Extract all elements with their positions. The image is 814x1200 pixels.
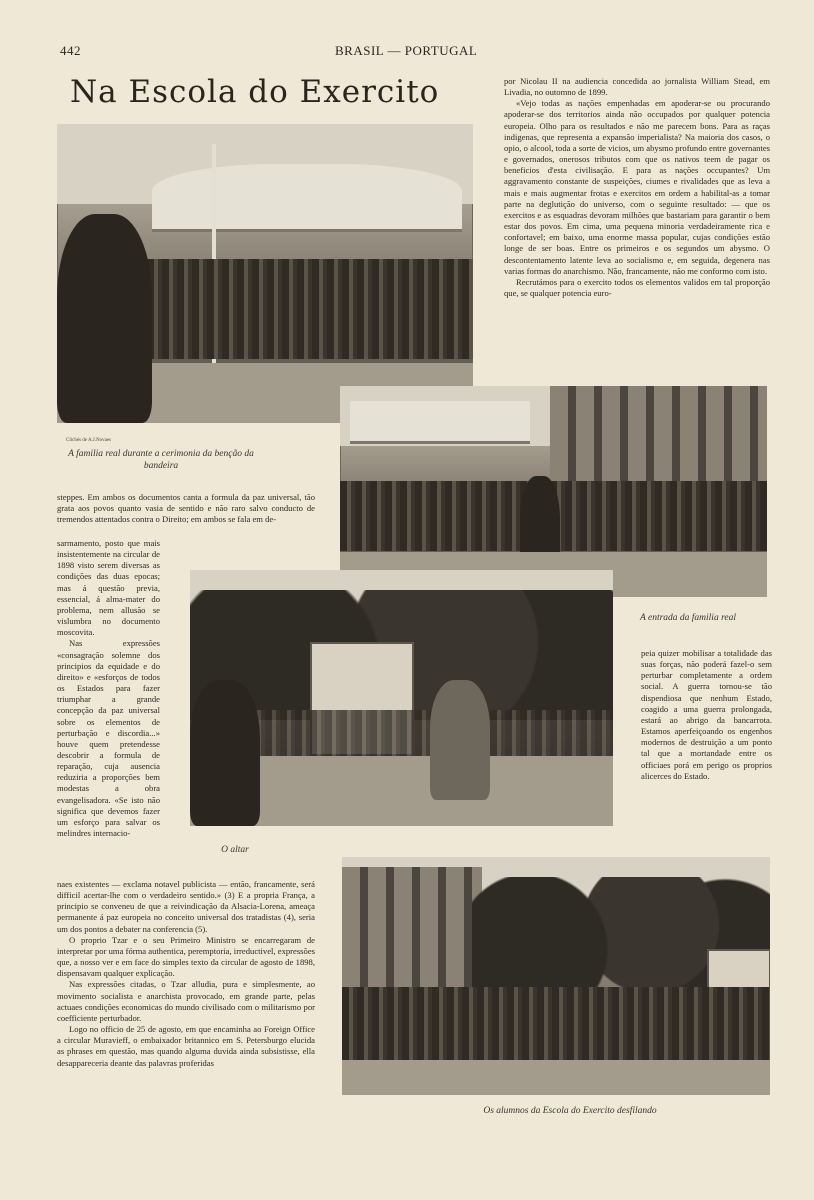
paragraph: Nas expressões citadas, o Tzar alludia, pura e simplesmente, ao movimento socialista e anarchista provocado, em grande parte, pelas actuaes condições economicas do mundo civilisado com o militarismo por coefficiente perturbador. bbox=[57, 979, 315, 1023]
text-left-wide bbox=[57, 492, 315, 525]
photo-entrance bbox=[340, 386, 767, 597]
photo-credit: Clichés de A.J.Novaes bbox=[66, 438, 111, 443]
photo-altar bbox=[190, 570, 613, 826]
students-caption: Os alumnos da Escola do Exercito desfilando bbox=[483, 1106, 657, 1116]
paragraph: naes existentes — exclama notavel publicista — então, francamente, será difficil acertar-lhe com o verdadeiro sentido.» (3) E a propria França, a principio se conveneu de que a reivindicação da Alsacia-Lorena, ameaça permanente á paz europeia no conceito universal dos tratadistas (4), seria um dos pontos a debater na conferencia (5). bbox=[57, 879, 315, 934]
paragraph: O proprio Tzar e o seu Primeiro Ministro se encarregaram de interpretar por uma fórma authentica, peremptoria, irreductivel, expressões que, a nosso ver e em face do simples texto da circular de agosto de 1898, dispensavam qualquer explicação. bbox=[57, 934, 315, 979]
royal-family-caption: A familia real durante a cerimonia da benção da bandeira bbox=[68, 449, 254, 471]
photo-students-parade bbox=[342, 857, 770, 1095]
altar-caption: O altar bbox=[221, 845, 249, 855]
running-head: BRASIL — PORTUGAL bbox=[335, 43, 478, 58]
text-column-right-top bbox=[504, 76, 770, 299]
photo-royal-family bbox=[57, 124, 473, 423]
entrance-caption: A entrada da familia real bbox=[639, 613, 737, 623]
text-left-bottom bbox=[57, 879, 315, 1069]
paragraph: por Nicolau II na audiencia concedida ao jornalista William Stead, em Livadia, no outomno de 1899. bbox=[504, 76, 770, 98]
paragraph: «Vejo todas as nações empenhadas em apoderar-se ou procurando apoderar-se dos territorios ainda não occupados por qualquer potencia europeia. Olho para os resultados e não me parecem bons. Para as raças indigenas, que representa a expansão imperialista? Na maioria dos casos, o opio, o alcool, toda a sorte de vicios, um abysmo profundo entre governantes e governados, onerosos tributos com que os nativos teem de pagar os beneficios d'esta civilisação. E para as nações occupantes? Um aggravamento constante de suspeições, ciumes e rivalidades que as leva a mais e mais augmentar frotas e exercitos em ordem a habilital-as a tomar parte na deglutição do universo, com o seguinte resultado: — que os exercitos e as esquadras devoram milhões que bastariam para garantir o bem estar dos povos. Em cima, uma pequena minoria verdadeiramente rica e confortavel; em baixo, uma enorme massa popular, cujas condições estão longe de ser boas. Entre os primeiros e os segundos um abysmo. O descontentamento latente leva ao socialismo e, em seguida, degenera nas varias formas do anarchismo. Não, francamente, não me conformo com isto. bbox=[504, 98, 770, 276]
paragraph: sarmamento, posto que mais insistentemente na circular de 1898 visto serem diversas as condições das duas epocas; mas á questão previa, essencial, á alma-mater do problema, nem allusão se vislumbra no documento moscovita. bbox=[57, 538, 160, 638]
text-right-mid bbox=[641, 648, 772, 782]
text-left-narrow bbox=[57, 538, 160, 839]
paragraph: peia quizer mobilisar a totalidade das suas forças, não poderá fazel-o sem perturbar completamente a ordem social. A guerra tornou-se tão dispendiosa que nenhum Estado, coagido a uma guerra prolongada, estará ao abrigo da bancarrota. Estamos aperfeiçoando os engenhos modernos de destruição a um ponto tal que a mortandade entre os officiaes porá em perigo os proprios alicerces do Estado. bbox=[641, 648, 772, 781]
page-number: 442 bbox=[60, 43, 81, 58]
paragraph: Logo no officio de 25 de agosto, em que encaminha ao Foreign Office a circular Muravieff, o embaixador britannico em S. Petersburgo elucida as phrases em questão, mas quando alguma duvida ainda subsistisse, ella desappareceria deante das palavras proferidas bbox=[57, 1024, 315, 1068]
paragraph: Nas expressões «consagração solemne dos principios da equidade e do direito» e «esforços de todos os Estados para fazer triumphar a grande concepção da paz universal sobre os elementos de perturbação e discordia...» houve quem pretendesse descobrir a formula de reparação, cuja ausencia reduziria a proporções bem modestas a obra evangelisadora. «Se isto não significa que devemos fazer um esforço para salvar os melindres internacio- bbox=[57, 638, 160, 839]
article-title: Na Escola do Exercito bbox=[70, 74, 440, 110]
paragraph: steppes. Em ambos os documentos canta a formula da paz universal, tão grata aos povos quanto vasia de sentido e não raro salvo conducto de tremendos attentados contra o Direito; em ambos se fala em de- bbox=[57, 492, 315, 525]
paragraph: Recrutámos para o exercito todos os elementos validos em tal proporção que, se qualquer potencia euro- bbox=[504, 276, 770, 298]
